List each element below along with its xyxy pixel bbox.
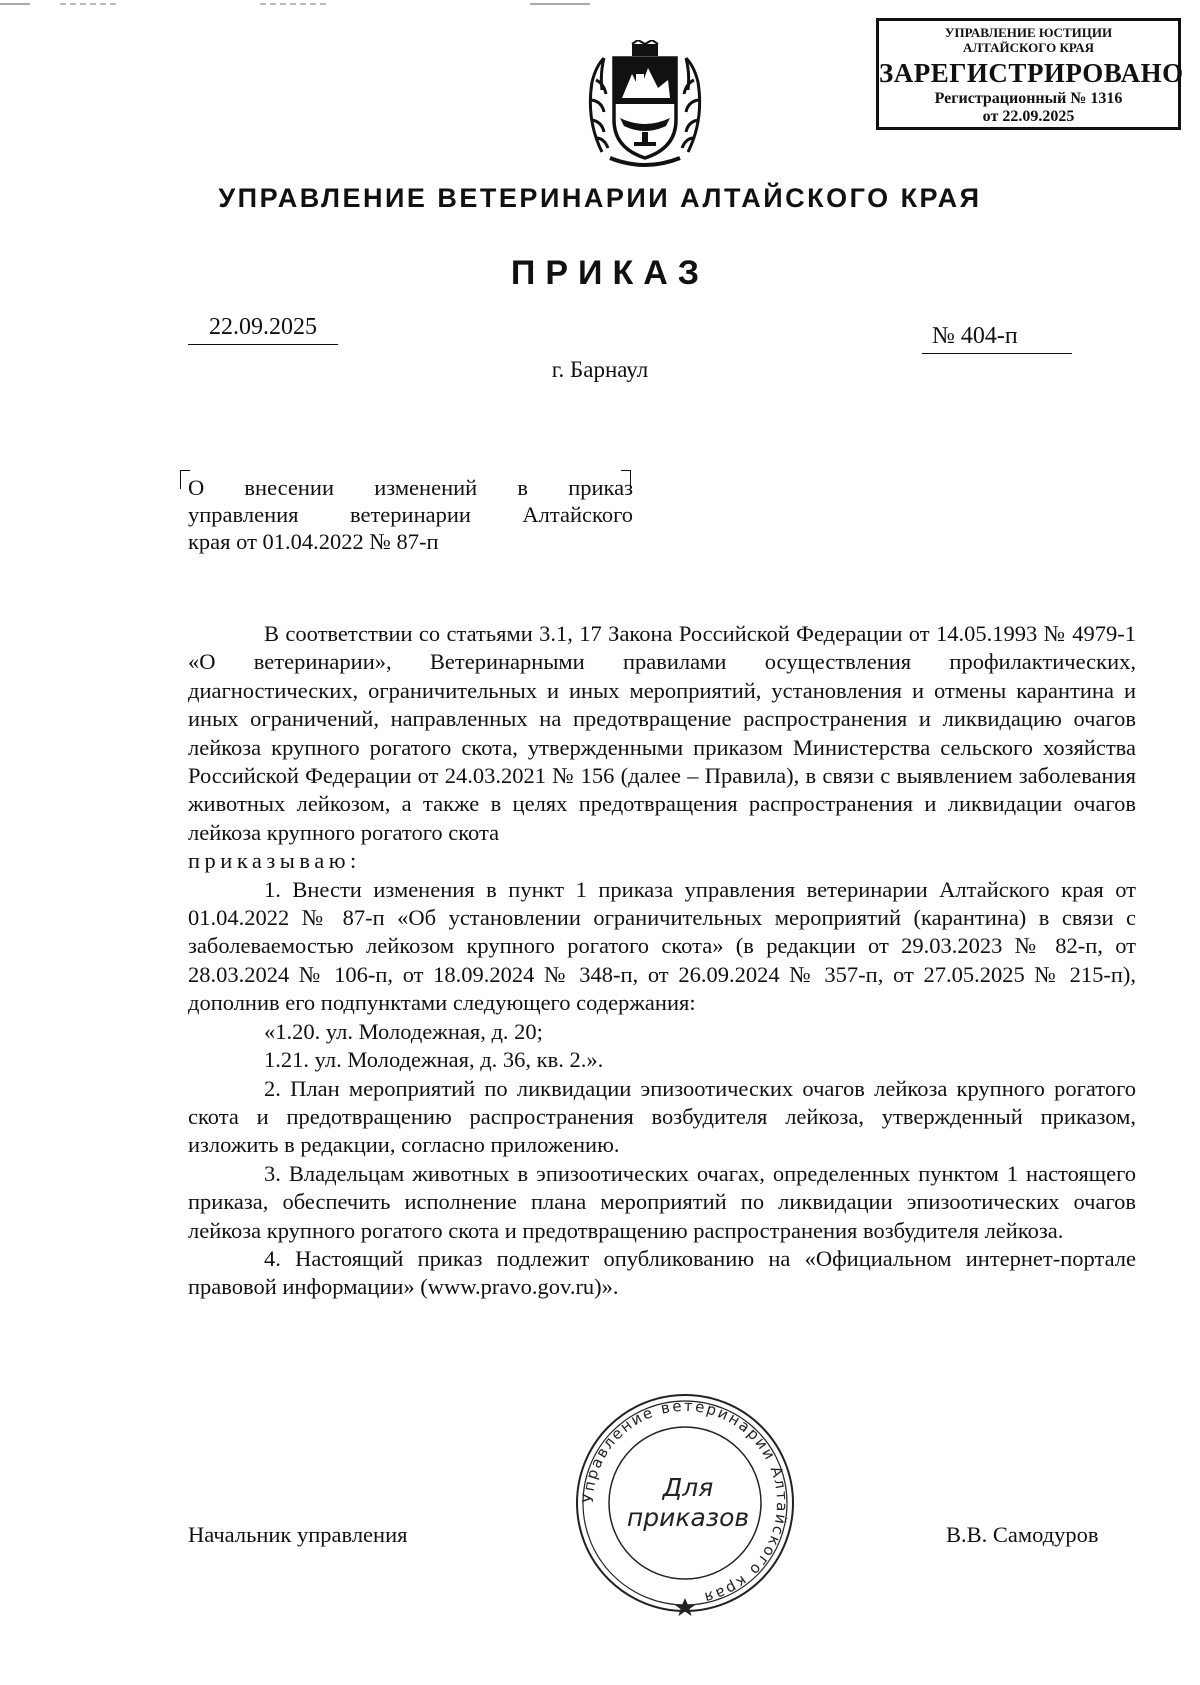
document-date: 22.09.2025 — [188, 314, 338, 345]
item-4: 4. Настоящий приказ подлежит опубликованию на «Официальном интернет-портале правовой информации» (www.pravo.gov.ru)». — [188, 1245, 1136, 1300]
seal-ring-text: Управление ветеринарии Алтайского края — [578, 1396, 792, 1608]
document-number: № 404-п — [922, 323, 1072, 354]
stamp-status: ЗАРЕГИСТРИРОВАНО — [879, 57, 1184, 88]
subject-line: О внесении изменений в приказ — [188, 475, 633, 500]
order-word — [188, 847, 1136, 875]
item-1-sub-21: 1.21. ул. Молодежная, д. 36, кв. 2.». — [264, 1047, 604, 1073]
document-body — [188, 620, 1136, 1302]
seal-center-line2: приказов — [626, 1503, 750, 1532]
preamble-paragraph: В соответствии со статьями 3.1, 17 Закона Российской Федерации от 14.05.1993 № 4979-1 «О ветеринарии», Ветеринарными правилами осуществления профилактических, диагностических, ограничительных и иных мероприятий, установления и отмены карантина и иных ограничений, направленных на предотвращение распространения и ликвидацию очагов лейкоза крупного рогатого скота, утвержденными приказом Министерства сельского хозяйства Российской Федерации от 24.03.2021 № 156 (далее – Правила), в связи с выявлением заболевания животных лейкозом, а также в целях предотвращения распространения и ликвидации очагов лейкоза крупного рогатого скота — [188, 621, 1136, 845]
document-subject — [188, 474, 633, 555]
document-type: ПРИКАЗ — [510, 254, 710, 292]
signatory-title: Начальник управления — [188, 1522, 408, 1547]
item-3: 3. Владельцам животных в эпизоотических очагах, определенных пунктом 1 настоящего приказа, обеспечить исполнение плана мероприятий по ликвидации эпизоотических очагов лейкоза крупного рогатого скота и предотвращению распространения возбудителя лейкоза. — [188, 1160, 1136, 1243]
item-2: 2. План мероприятий по ликвидации эпизоотических очагов лейкоза крупного рогатого скота и предотвращению распространения возбудителя лейкоза, утвержденный приказом, изложить в редакции, согласно приложению. — [188, 1075, 1136, 1158]
stamp-org-line1: УПРАВЛЕНИЕ ЮСТИЦИИ — [944, 25, 1113, 40]
agency-name: УПРАВЛЕНИЕ ВЕТЕРИНАРИИ АЛТАЙСКОГО КРАЯ — [218, 183, 982, 213]
scan-marks — [0, 0, 1200, 8]
item-1-sub-20: «1.20. ул. Молодежная, д. 20; — [264, 1018, 543, 1044]
document-city: г. Барнаул — [551, 357, 649, 382]
item-1: 1. Внести изменения в пункт 1 приказа управления ветеринарии Алтайского края от 01.04.2022 № 87-п «Об установлении ограничительных мероприятий (карантина) в связи с заболеваемостью лейкозом крупного рогатого скота» (в редакции от 29.03.2023 № 82-п, от 28.03.2024 № 106-п, от 18.09.2024 № 348-п, от 26.09.2024 № 357-п, от 27.05.2025 № 215-п), дополнив его подпунктами следующего содержания: — [188, 876, 1136, 1016]
signatory-name: В.В. Самодуров — [946, 1522, 1099, 1547]
stamp-org-line2: АЛТАЙСКОГО КРАЯ — [963, 39, 1094, 55]
subject-line: края от 01.04.2022 № 87-п — [188, 529, 439, 554]
registration-stamp — [876, 18, 1184, 130]
order-word-text: приказываю: — [188, 848, 361, 874]
subject-line: управления ветеринарии Алтайского — [188, 502, 633, 527]
coat-of-arms-icon — [580, 40, 710, 180]
official-seal-icon — [570, 1388, 800, 1618]
stamp-reg-number: Регистрационный № 1316 — [934, 89, 1123, 107]
seal-center-line1: Для — [662, 1473, 714, 1502]
stamp-reg-date: от 22.09.2025 — [982, 108, 1075, 126]
